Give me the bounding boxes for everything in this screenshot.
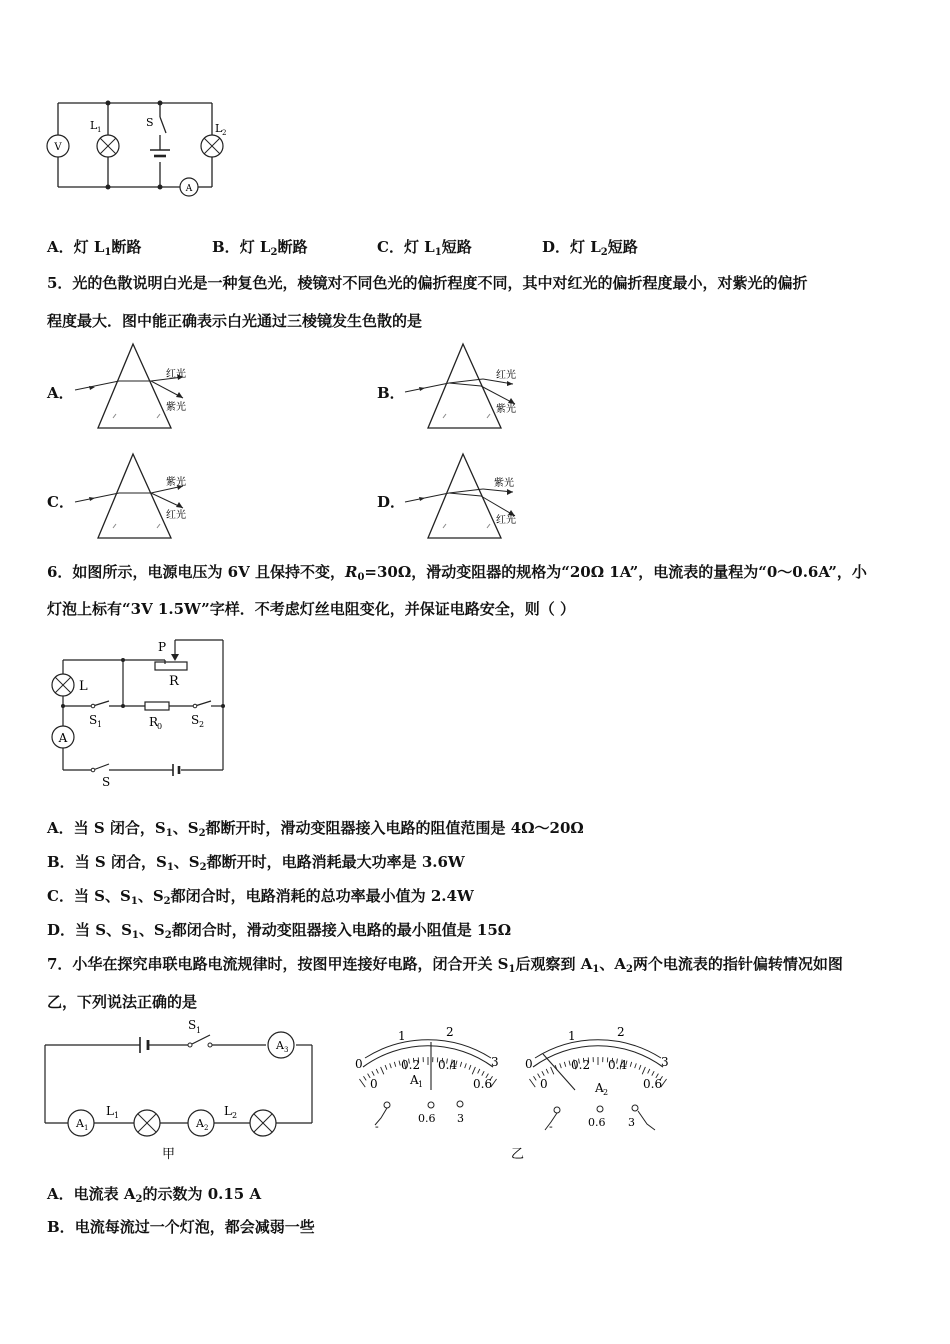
scale-tick [546,1069,548,1073]
svg-text:2: 2 [199,720,205,729]
svg-text:1: 1 [196,1026,202,1035]
scale-tick [560,1063,562,1068]
svg-text:2: 2 [603,1088,609,1097]
scale-tick [642,1067,645,1074]
ammeter-a [180,178,198,196]
svg-text:L: L [106,1104,114,1118]
svg-text:0: 0 [157,722,163,731]
ammeter-a1 [68,1110,94,1136]
q6-question-line1: 6．如图所示，电源电压为 6V 且保持不变，$R_0=30\Omega$，滑动变阻器的规格为“20Ω 1A”，电流表的量程为“0～0.6A”，小 [47,563,867,583]
q4-circuit-figure [40,95,230,205]
svg-text:2: 2 [232,1111,238,1120]
scale-tick [639,1065,641,1070]
scale-tick [465,1063,467,1068]
lamp-l2 [224,1104,276,1136]
svg-text:1: 1 [97,720,103,729]
meter-a2 [525,1025,669,1133]
scale-tick [529,1079,535,1087]
svg-text:3: 3 [457,1112,464,1125]
figure-caption-yi: 乙 [511,1147,525,1162]
svg-text:红光: 红光 [166,369,186,380]
switch-s-label: S [146,116,154,129]
svg-text:0.6: 0.6 [588,1116,606,1129]
svg-text:S: S [188,1018,197,1032]
scale-tick [394,1062,395,1067]
scale-tick [648,1069,650,1073]
svg-text:3: 3 [284,1046,289,1054]
lamp-l [52,674,88,696]
scale-tick [551,1067,554,1074]
svg-text:1: 1 [398,1029,406,1043]
svg-text:2: 2 [222,129,227,137]
svg-text:1: 1 [97,126,102,134]
scale-tick [635,1063,637,1068]
lamp-l1 [90,119,119,157]
scale-tick [630,1062,631,1067]
svg-text:-: - [375,1120,379,1133]
q5-question-line1: 5．光的色散说明白光是一种复色光，棱镜对不同色光的偏折程度不同，其中对红光的偏折程度最小，对紫光的偏折 [47,274,808,292]
svg-text:A: A [410,1073,419,1087]
q7-question-line1: 7．小华在探究串联电路电流规律时，按图甲连接好电路，闭合开关 $S_1$后观察到 $A_1$、$A_2$两个电流表的指针偏转情况如图 [47,955,843,975]
ammeter-a [52,726,74,748]
svg-text:0: 0 [355,1057,363,1071]
voltmeter-v [47,135,69,157]
svg-text:紫光: 紫光 [166,477,186,488]
svg-text:紫光: 紫光 [494,478,514,489]
figure-caption-jia: 甲 [162,1147,176,1162]
svg-text:L: L [79,679,88,694]
q7-meters-figure-yi [345,1022,685,1167]
svg-text:紫光: 紫光 [166,402,186,413]
q5-option-a-letter: A． [47,384,74,402]
svg-text:0.6: 0.6 [418,1112,436,1125]
svg-text:S: S [89,713,98,727]
q4-option-d: D．灯 $L_2$短路 [542,238,638,258]
svg-text:2: 2 [446,1025,454,1039]
svg-text:S: S [191,713,200,727]
svg-text:1: 1 [84,1124,89,1132]
scale-tick [482,1071,484,1075]
scale-tick [359,1079,365,1087]
svg-text:0.6: 0.6 [473,1077,493,1091]
q5-question-line2: 程度最大．图中能正确表示白光通过三棱镜发生色散的是 [47,312,423,330]
q5-option-d-letter: D． [377,493,406,511]
q5-option-b-letter: B． [377,384,405,402]
q4-option-a: A．灯 $L_1$断路 [47,238,142,258]
q5-option-c-letter: C． [47,493,74,511]
svg-text:0.2: 0.2 [401,1058,421,1072]
svg-text:A: A [58,731,68,745]
svg-text:1: 1 [114,1111,120,1120]
svg-text:紫光: 紫光 [496,404,516,415]
q6-option-a: A．当 S 闭合，$S_1$、$S_2$都断开时，滑动变阻器接入电路的阻值范围是 4Ω～20Ω [47,819,584,839]
svg-text:S: S [102,775,111,789]
scale-tick [376,1069,378,1073]
ammeter-a2 [188,1110,214,1136]
q7-circuit-figure-jia [40,1015,325,1165]
svg-text:P: P [158,640,167,654]
q7-option-b: B．电流每流过一个灯泡，都会减弱一些 [47,1218,315,1236]
q5-prism-a [65,340,205,435]
scale-tick [372,1071,374,1075]
svg-text:0: 0 [540,1077,548,1091]
svg-text:0: 0 [370,1077,378,1091]
svg-text:1: 1 [568,1029,576,1043]
q6-option-c: C．当 S、$S_1$、$S_2$都闭合时，电路消耗的总功率最小值为 2.4W [47,887,474,907]
svg-text:A: A [76,1117,84,1130]
svg-text:R: R [149,715,159,729]
q7-option-a: A．电流表 $A_2$的示数为 0.15 A [47,1185,262,1205]
svg-text:A: A [276,1039,284,1052]
svg-text:0.6: 0.6 [643,1077,663,1091]
svg-text:红光: 红光 [496,370,516,381]
scale-tick [472,1067,475,1074]
svg-text:A: A [196,1117,204,1130]
svg-text:A: A [185,184,193,194]
scale-tick [385,1065,387,1070]
q6-option-b: B．当 S 闭合，$S_1$、$S_2$都断开时，电路消耗最大功率是 3.6W [47,853,465,873]
scale-tick [469,1065,471,1070]
svg-text:L: L [224,1104,232,1118]
scale-tick [390,1063,392,1068]
scale-tick [478,1069,480,1073]
svg-text:A: A [595,1081,604,1095]
q5-prism-c [65,450,205,545]
svg-text:红光: 红光 [166,510,186,521]
q7-question-line2: 乙，下列说法正确的是 [47,993,198,1011]
q6-circuit-figure [45,636,245,791]
scale-tick [652,1071,654,1075]
svg-text:0.4: 0.4 [608,1058,628,1072]
svg-text:3: 3 [491,1055,499,1069]
scale-tick [533,1076,536,1080]
lamp-l1 [106,1104,160,1136]
q5-prism-d [395,450,535,545]
scale-tick [564,1062,565,1067]
q6-question-line2: 灯泡上标有“3V 1.5W”字样．不考虑灯丝电阻变化，并保证电路安全，则（ ） [47,600,575,618]
svg-text:1: 1 [418,1080,424,1089]
q6-option-d: D．当 S、$S_1$、$S_2$都闭合时，滑动变阻器接入电路的最小阻值是 15Ω [47,921,512,941]
svg-text:3: 3 [628,1116,635,1129]
scale-tick [381,1067,384,1074]
svg-text:红光: 红光 [496,515,516,526]
svg-text:2: 2 [617,1025,625,1039]
svg-text:0.4: 0.4 [438,1058,458,1072]
scale-tick [460,1062,461,1067]
scale-tick [542,1071,544,1075]
svg-text:-: - [549,1120,553,1133]
svg-text:L: L [90,119,98,132]
lamp-l2 [201,122,226,157]
svg-text:V: V [54,142,62,153]
meter-a1 [355,1025,499,1133]
q5-prism-b [395,340,535,435]
svg-text:3: 3 [661,1055,669,1069]
q4-option-b: B．灯 $L_2$断路 [212,238,308,258]
svg-text:L: L [215,122,223,135]
q4-option-c: C．灯 $L_1$短路 [377,238,472,258]
svg-text:0: 0 [525,1057,533,1071]
scale-tick [363,1076,366,1080]
svg-text:R: R [169,674,179,689]
ammeter-a3 [268,1032,294,1058]
svg-text:0.2: 0.2 [571,1058,591,1072]
svg-text:2: 2 [204,1124,209,1132]
